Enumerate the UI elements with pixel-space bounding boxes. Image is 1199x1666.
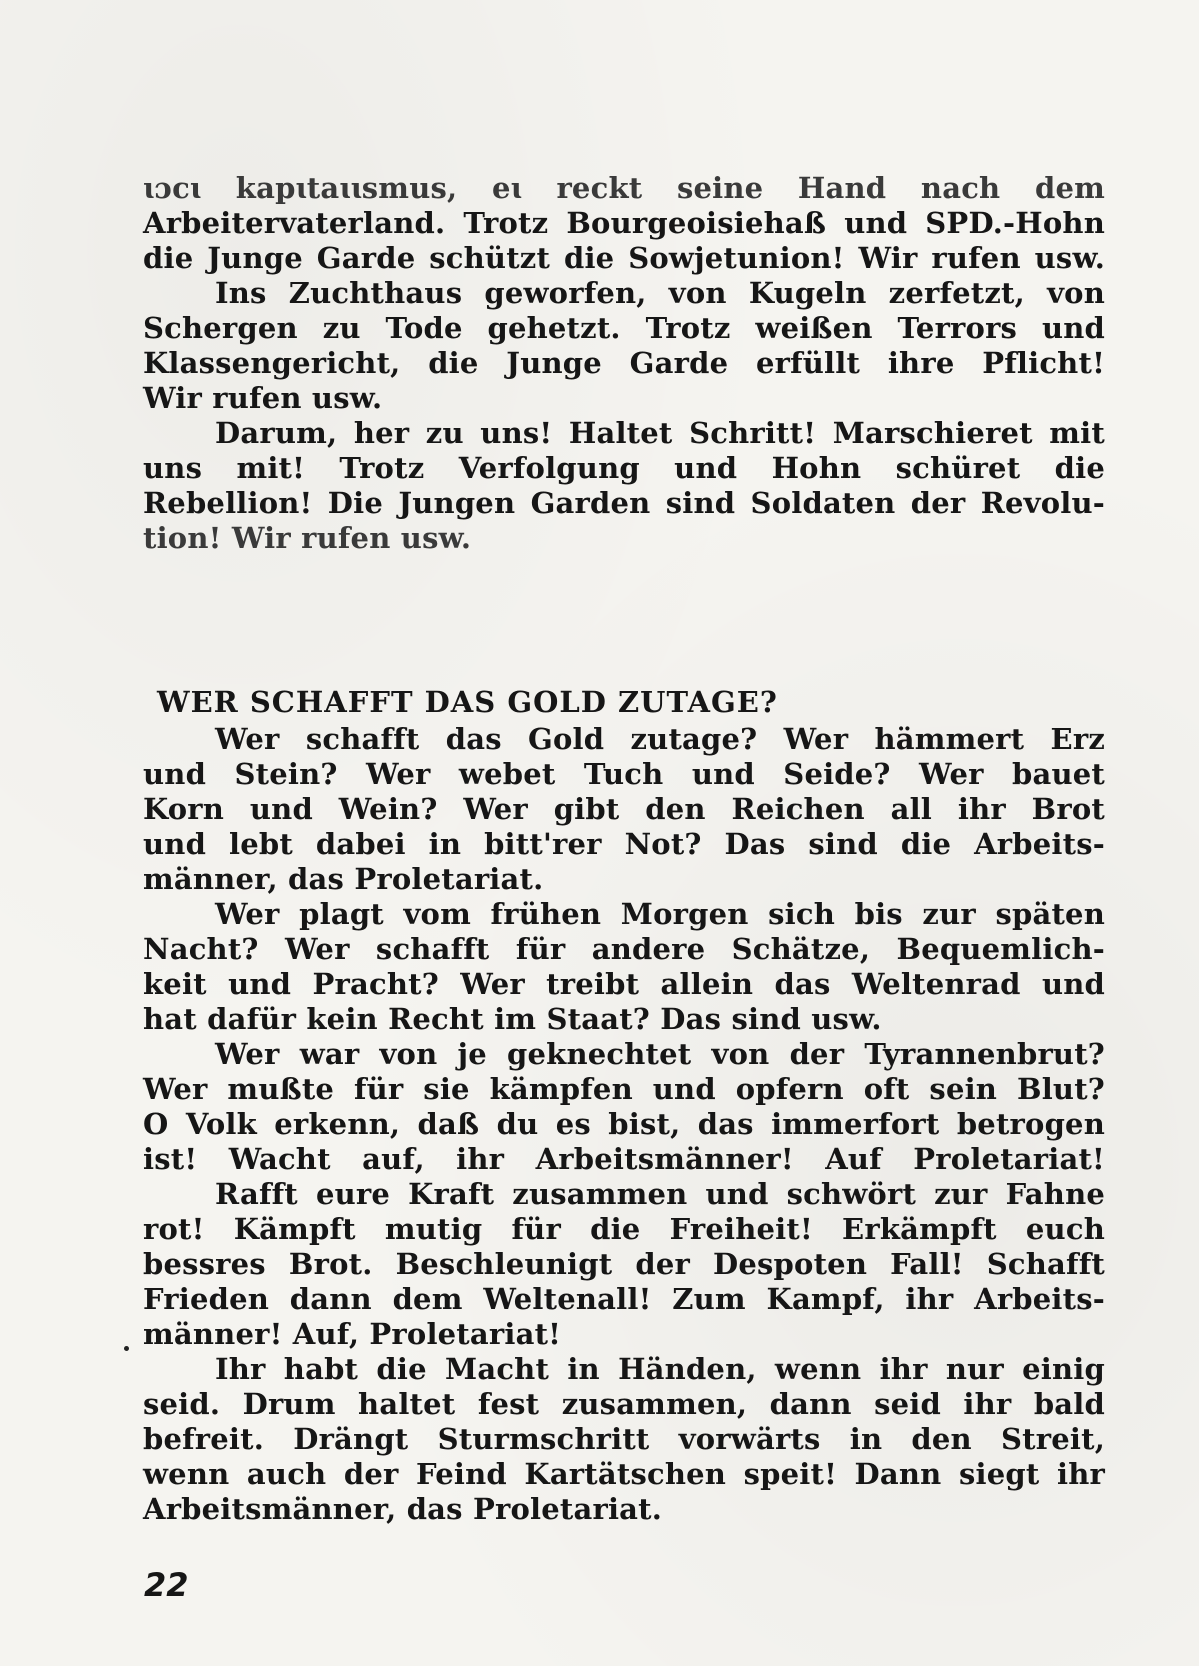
text-line: Darum, her zu uns! Haltet Schritt! Marschieret mit xyxy=(215,416,1105,450)
text-line: Ins Zuchthaus geworfen, von Kugeln zerfetzt, von xyxy=(215,276,1105,310)
text-line: seid. Drum haltet fest zusammen, dann seid ihr bald xyxy=(143,1387,1105,1421)
text-line: ɩɔcɩ kapɩtaɩɩsmus, eɩ reckt seine Hand nach dem xyxy=(143,171,1105,205)
text-line: Korn und Wein? Wer gibt den Reichen all ihr Brot xyxy=(143,792,1105,826)
text-line: Ihr habt die Macht in Händen, wenn ihr nur einig xyxy=(215,1352,1105,1386)
text-line: Rafft eure Kraft zusammen und schwört zur Fahne xyxy=(215,1177,1105,1211)
text-line: und lebt dabei in bitt'rer Not? Das sind die Arbeits- xyxy=(143,827,1105,861)
text-line: Rebellion! Die Jungen Garden sind Soldaten der Revolu- xyxy=(143,486,1105,520)
text-line: Wir rufen usw. xyxy=(143,381,383,415)
text-line: bessres Brot. Beschleunigt der Despoten Fall! Schafft xyxy=(143,1247,1105,1281)
text-line: Frieden dann dem Weltenall! Zum Kampf, ihr Arbeits- xyxy=(143,1282,1105,1316)
verse-continuation xyxy=(143,171,1105,556)
text-line: rot! Kämpft mutig für die Freiheit! Erkämpft euch xyxy=(143,1212,1105,1246)
ink-speck xyxy=(124,1346,129,1351)
text-line: keit und Pracht? Wer treibt allein das Weltenrad und xyxy=(143,967,1105,1001)
text-line: befreit. Drängt Sturmschritt vorwärts in den Streit, xyxy=(143,1422,1105,1456)
text-line: O Volk erkenn, daß du es bist, das immerfort betrogen xyxy=(143,1107,1105,1141)
text-line: tion! Wir rufen usw. xyxy=(143,521,472,555)
text-line: Wer mußte für sie kämpfen und opfern oft sein Blut? xyxy=(143,1072,1105,1106)
song-text xyxy=(143,722,1105,1527)
text-line: Wer schafft das Gold zutage? Wer hämmert Erz xyxy=(215,722,1105,756)
song-title: WER SCHAFFT DAS GOLD ZUTAGE? xyxy=(157,685,778,719)
text-line: uns mit! Trotz Verfolgung und Hohn schüret die xyxy=(143,451,1105,485)
text-line: Klassengericht, die Junge Garde erfüllt ihre Pflicht! xyxy=(143,346,1105,380)
text-line: Arbeitervaterland. Trotz Bourgeoisiehaß und SPD.-Hohn xyxy=(143,206,1105,240)
text-line: ist! Wacht auf, ihr Arbeitsmänner! Auf Proletariat! xyxy=(143,1142,1105,1176)
page-number: 22 xyxy=(144,1566,189,1604)
text-line: Arbeitsmänner, das Proletariat. xyxy=(143,1492,663,1526)
text-line: Nacht? Wer schafft für andere Schätze, Bequemlich- xyxy=(143,932,1105,966)
text-line: Schergen zu Tode gehetzt. Trotz weißen Terrors und xyxy=(143,311,1105,345)
text-line: männer! Auf, Proletariat! xyxy=(143,1317,562,1351)
text-line: hat dafür kein Recht im Staat? Das sind usw. xyxy=(143,1002,882,1036)
text-line: Wer plagt vom frühen Morgen sich bis zur späten xyxy=(215,897,1105,931)
text-line: die Junge Garde schützt die Sowjetunion! Wir rufen usw. xyxy=(143,241,1105,275)
text-line: Wer war von je geknechtet von der Tyrannenbrut? xyxy=(215,1037,1105,1071)
text-line: und Stein? Wer webet Tuch und Seide? Wer bauet xyxy=(143,757,1105,791)
text-line: männer, das Proletariat. xyxy=(143,862,544,896)
text-line: wenn auch der Feind Kartätschen speit! Dann siegt ihr xyxy=(143,1457,1105,1491)
